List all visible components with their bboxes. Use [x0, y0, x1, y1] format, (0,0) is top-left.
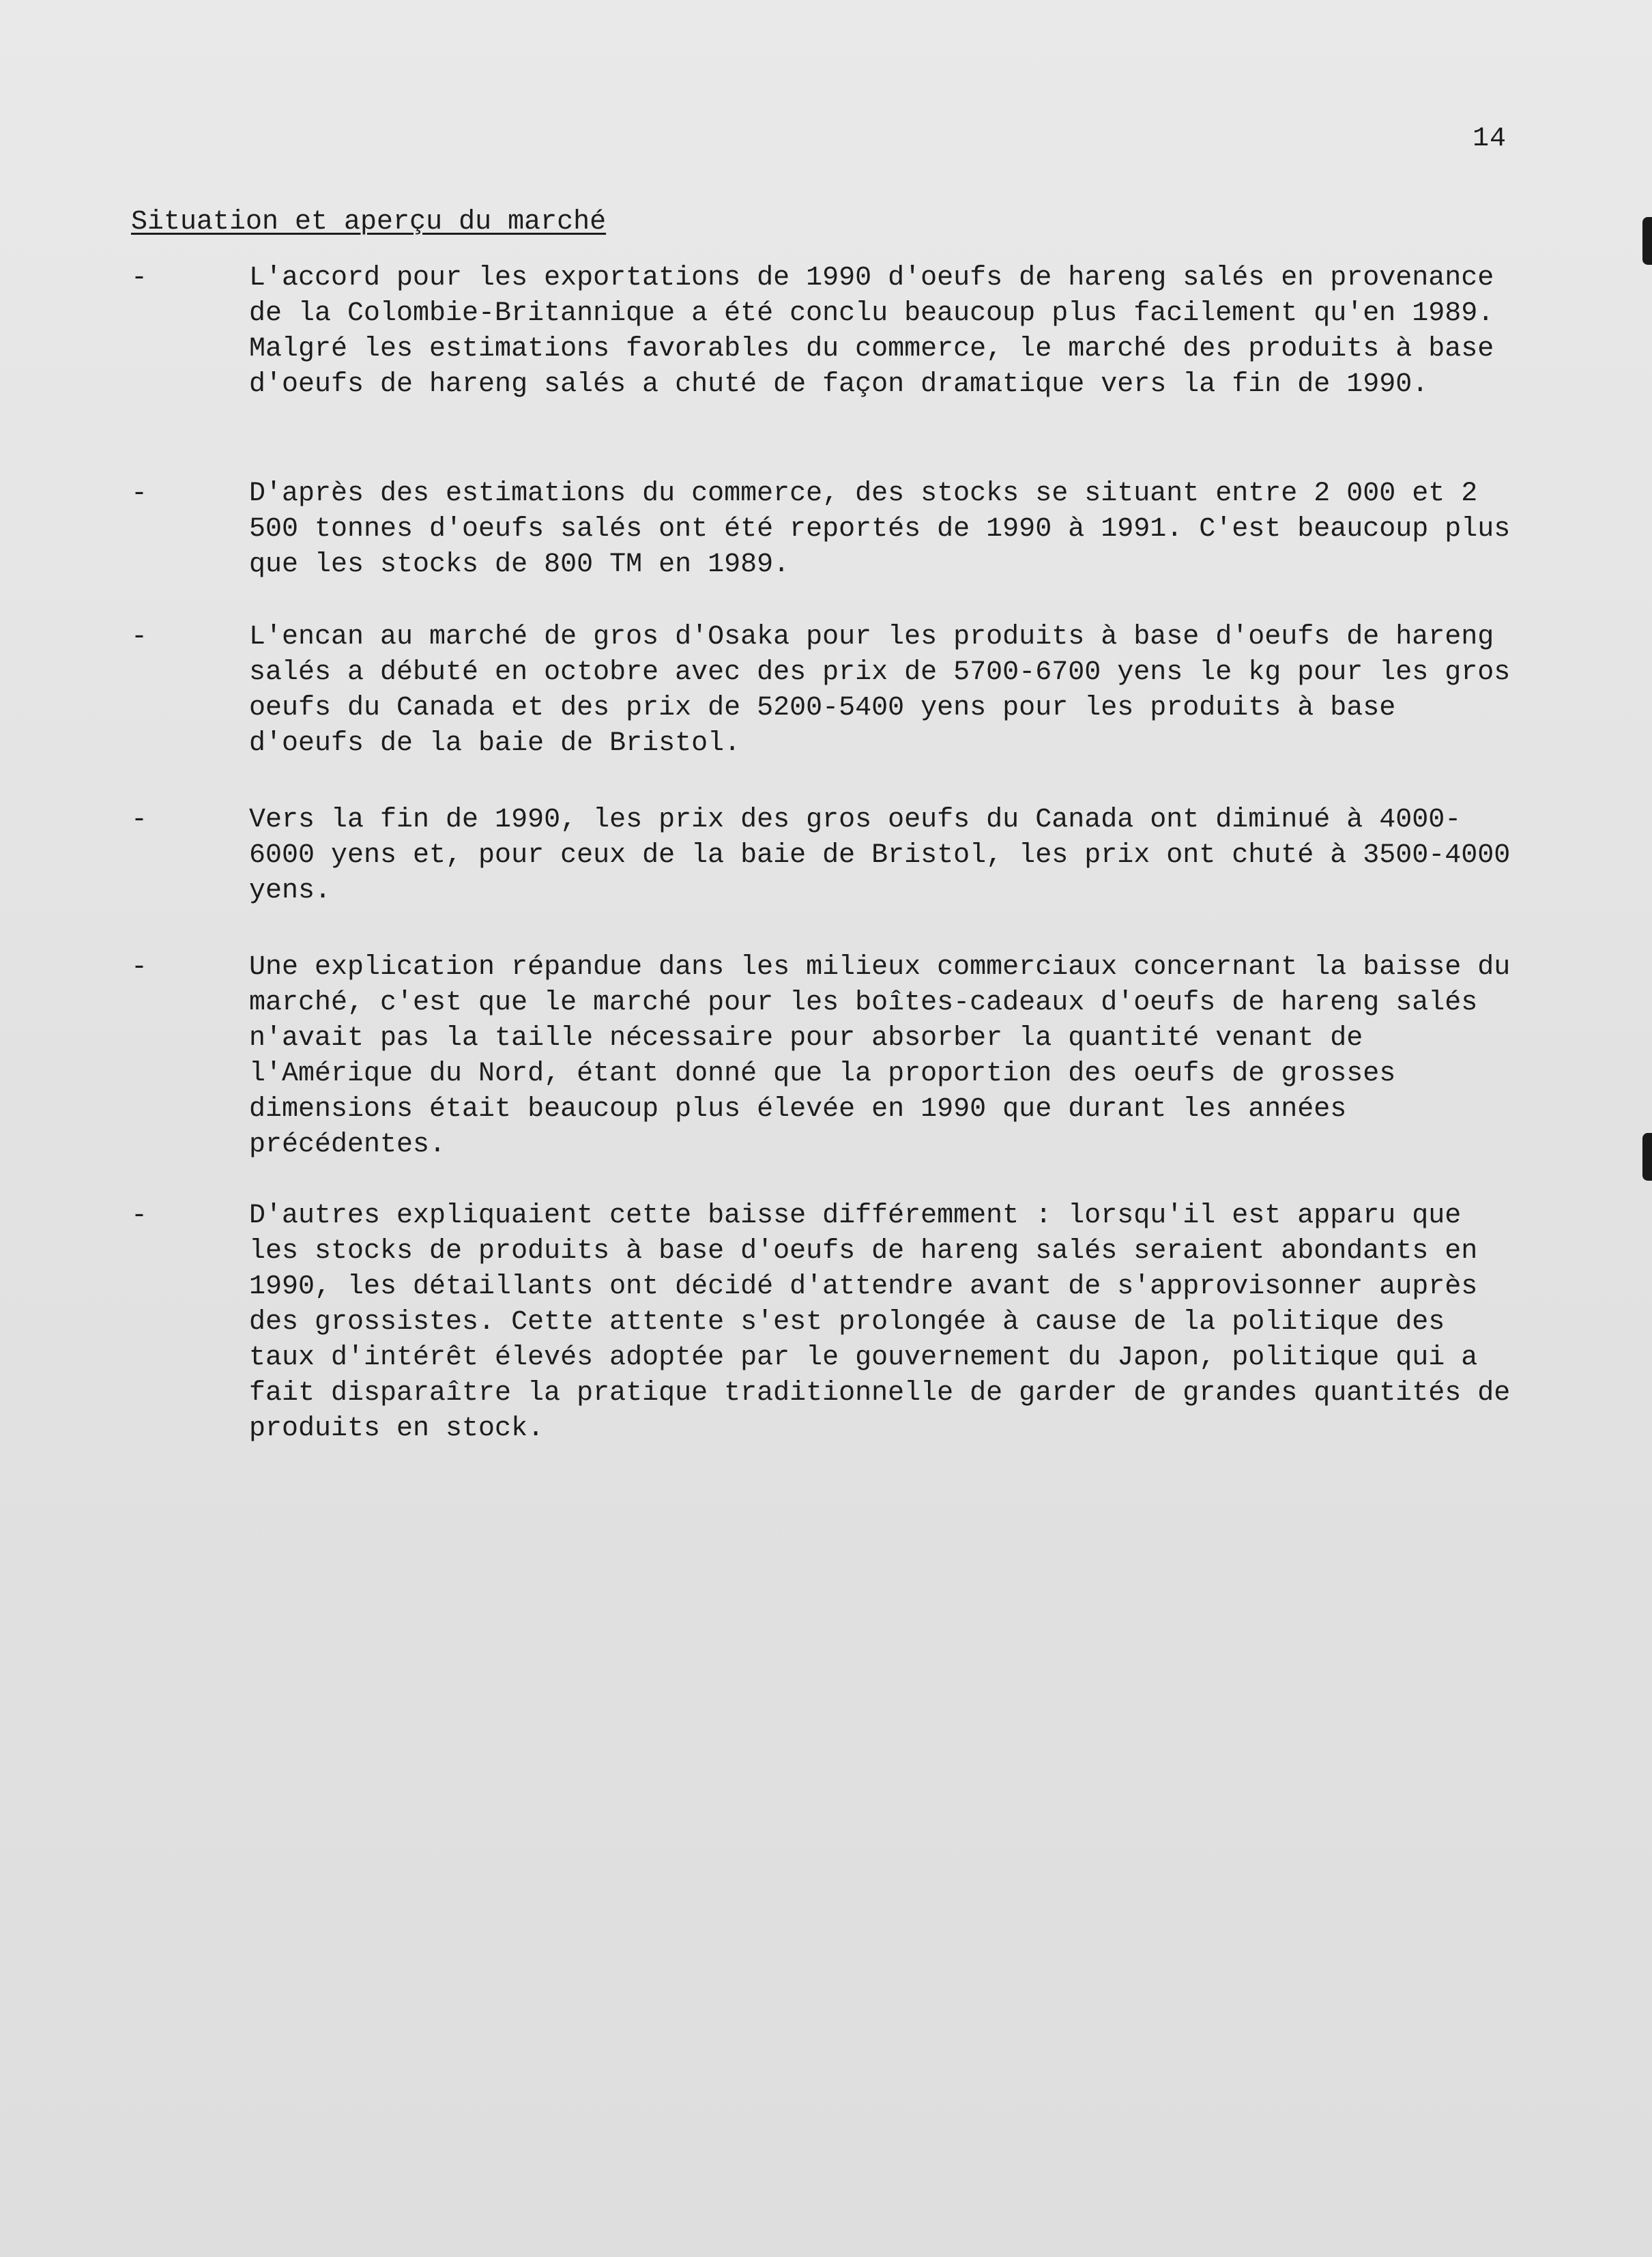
list-item — [131, 1198, 1523, 1447]
list-item — [131, 620, 1523, 762]
bullet-dash: - — [131, 622, 148, 652]
list-item — [131, 476, 1523, 583]
list-item-text: Une explication répandue dans les milieux commerciaux concernant la baisse du marché, c'est que le marché pour les boîtes-cadeaux d'oeufs de hareng salés n'avait pas la taille nécessaire pour absorber la quantité venant de l'Amérique du Nord, étant donné que la proportion des oeufs de grosses dimensions était beaucoup plus élevée en 1990 que durant les années précédentes. — [249, 952, 1511, 1160]
binder-ring-mark — [1642, 1133, 1652, 1181]
list-item-text: D'autres expliquaient cette baisse différemment : lorsqu'il est apparu que les stocks de produits à base d'oeufs de hareng salés seraient abondants en 1990, les détaillants ont décidé d'attendre avant de s'approvisonner auprès des grossistes. Cette attente s'est prolongée à cause de la politique des taux d'intérêt élevés adoptée par le gouvernement du Japon, politique qui a fait disparaître la pratique traditionnelle de garder de grandes quantités de produits en stock. — [249, 1201, 1511, 1444]
bullet-dash: - — [131, 263, 148, 293]
binder-ring-mark — [1642, 217, 1652, 265]
list-item — [131, 261, 1523, 403]
list-item — [131, 950, 1523, 1163]
bullet-dash: - — [131, 1201, 148, 1231]
bullet-dash: - — [131, 478, 148, 509]
bullet-dash: - — [131, 805, 148, 835]
section-heading: Situation et aperçu du marché — [131, 207, 607, 238]
page-number: 14 — [1473, 124, 1507, 154]
list-item-text: L'accord pour les exportations de 1990 d'oeufs de hareng salés en provenance de la Colombie-Britannique a été conclu beaucoup plus facilement qu'en 1989. Malgré les estimations favorables du commerce, le marché des produits à base d'oeufs de hareng salés a chuté de façon dramatique vers la fin de 1990. — [249, 263, 1494, 400]
bullet-dash: - — [131, 952, 148, 983]
list-item — [131, 803, 1523, 909]
list-item-text: Vers la fin de 1990, les prix des gros oeufs du Canada ont diminué à 4000-6000 yens et, pour ceux de la baie de Bristol, les prix ont chuté à 3500-4000 yens. — [249, 805, 1511, 906]
list-item-text: L'encan au marché de gros d'Osaka pour les produits à base d'oeufs de hareng salés a débuté en octobre avec des prix de 5700-6700 yens le kg pour les gros oeufs du Canada et des prix de 5200-5400 yens pour les produits à base d'oeufs de la baie de Bristol. — [249, 622, 1511, 759]
list-item-text: D'après des estimations du commerce, des stocks se situant entre 2 000 et 2 500 tonnes d'oeufs salés ont été reportés de 1990 à 1991. C'est beaucoup plus que les stocks de 800 TM en 1989. — [249, 478, 1511, 580]
